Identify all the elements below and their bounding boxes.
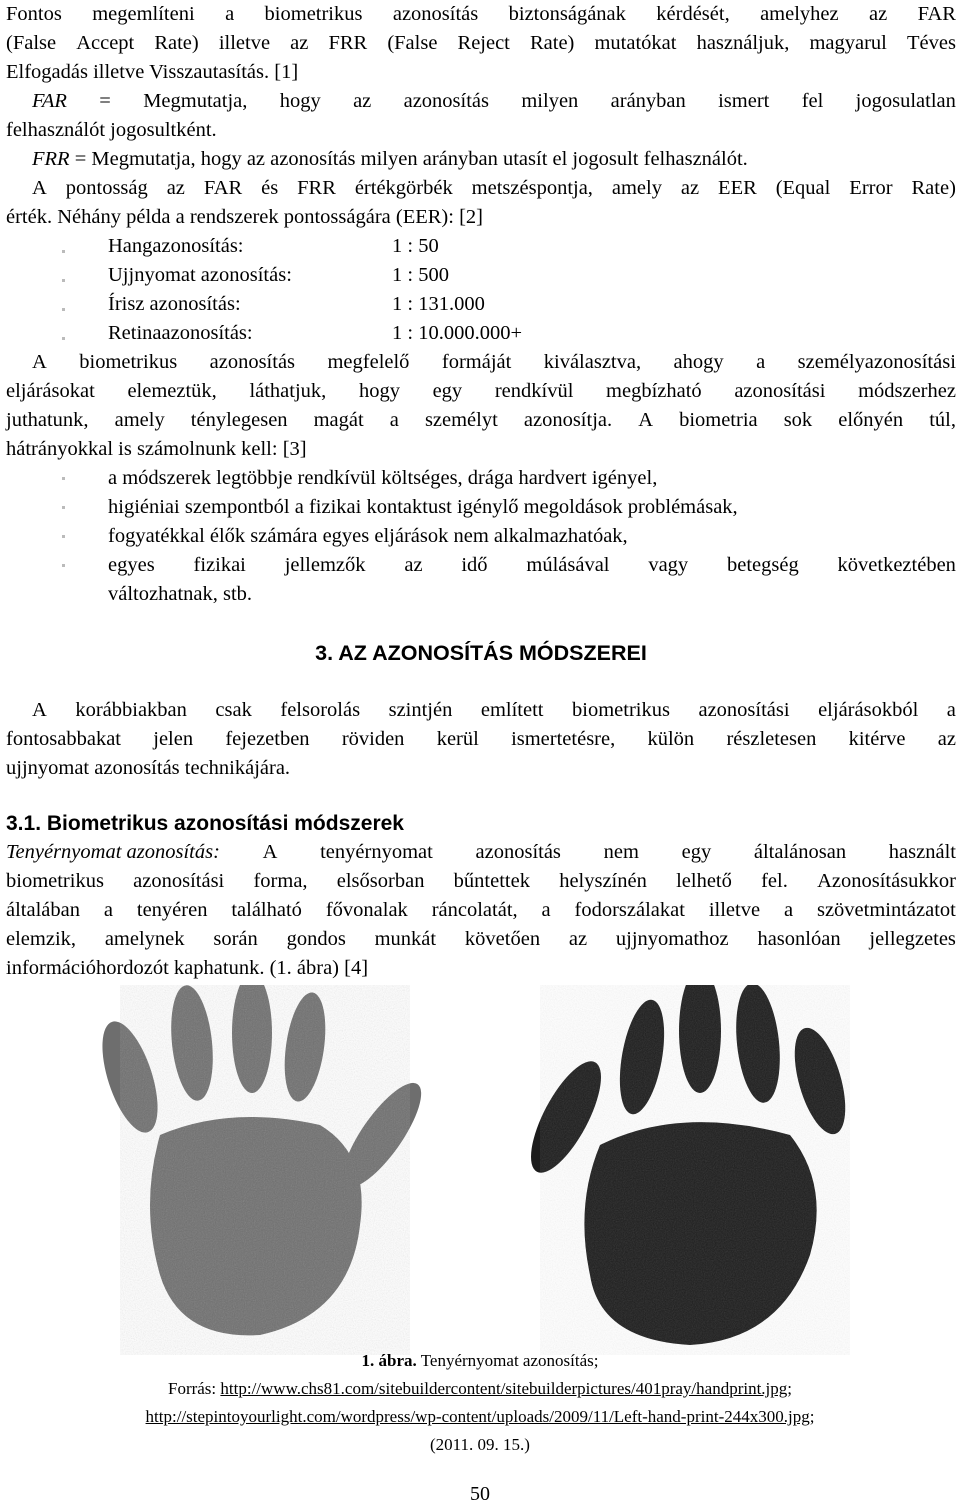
- caption-label: 1. ábra.: [361, 1351, 417, 1370]
- word: csak: [215, 699, 252, 721]
- word: illetve: [708, 899, 761, 921]
- word: elemeztük,: [127, 380, 217, 402]
- word: idő: [461, 554, 488, 576]
- word: korábbiakban: [75, 699, 187, 721]
- far-text: felhasználót jogosultként.: [6, 119, 217, 141]
- word: mutatókat: [594, 32, 677, 54]
- word: metszéspontja,: [471, 177, 593, 199]
- word: tenyérnyomat: [320, 841, 433, 863]
- far-line1: [6, 87, 956, 116]
- word: jogosulatlan: [855, 90, 956, 112]
- caption-date: (2011. 09. 15.): [430, 1435, 530, 1454]
- word: fővonalak: [325, 899, 408, 921]
- word: megbízható: [606, 380, 702, 402]
- word: milyen: [521, 90, 579, 112]
- word: Rate): [911, 177, 956, 199]
- word: és: [261, 177, 279, 199]
- word: rendkívül: [494, 380, 574, 402]
- example-label: Hangazonosítás:: [108, 235, 244, 257]
- word: követően: [464, 928, 541, 950]
- caption-title-line: [0, 1347, 960, 1375]
- list-item: [6, 232, 956, 261]
- para3-line1: [6, 696, 956, 725]
- para3-text: ujjnyomat azonosítás technikájára.: [6, 757, 291, 779]
- bullet-dot-icon: [62, 506, 65, 509]
- word: a: [756, 351, 766, 373]
- word: ahogy: [673, 351, 724, 373]
- word: pontosság: [65, 177, 148, 199]
- word: módszerhez: [858, 380, 956, 402]
- para4-line3: [6, 896, 956, 925]
- para3-line2: [6, 725, 956, 754]
- word: Téves: [906, 32, 956, 54]
- word: következtében: [837, 554, 956, 576]
- word: Megmutatja,: [143, 90, 248, 112]
- para4-text: információhordozót kaphatunk. (1. ábra) [4]: [6, 957, 369, 979]
- drawback-text: fogyatékkal élők számára egyes eljárások nem alkalmazhatóak,: [108, 525, 628, 547]
- bullet-dot-icon: [62, 250, 65, 253]
- bullet-dot-icon: [62, 337, 65, 340]
- word: (False: [6, 32, 57, 54]
- word: fel.: [761, 870, 788, 892]
- word: Azonosításukkor: [817, 870, 956, 892]
- word: biztonságának: [508, 3, 626, 25]
- example-value: 1 : 10.000.000+: [392, 322, 523, 344]
- example-label: Írisz azonosítás:: [108, 293, 241, 315]
- word: hasonlóan: [757, 928, 841, 950]
- word: használjuk,: [696, 32, 790, 54]
- bullet-dot-icon: [62, 308, 65, 311]
- word: azonosítási: [133, 870, 225, 892]
- word: eljárásokat: [6, 380, 95, 402]
- para1-text: Elfogadás illetve Visszautasítás. [1]: [6, 61, 299, 83]
- word: az: [937, 728, 956, 750]
- list-item: [6, 319, 956, 348]
- word: FAR: [203, 177, 243, 199]
- example-label: Retinaazonosítás:: [108, 322, 253, 344]
- word: hogy: [279, 90, 321, 112]
- word: felsorolás: [280, 699, 361, 721]
- word: magát: [313, 409, 364, 431]
- word: Accept: [76, 32, 135, 54]
- caption-source-prefix: Forrás:: [167, 1379, 221, 1398]
- para2-text: hátrányokkal is számolnunk kell: [3]: [6, 438, 307, 460]
- word: az: [166, 177, 185, 199]
- eer-text: érték. Néhány példa a rendszerek pontosságára (EER): [2]: [6, 206, 483, 228]
- word: az: [353, 90, 372, 112]
- word: kerül: [436, 728, 479, 750]
- word: Rate): [154, 32, 199, 54]
- word: A: [262, 841, 278, 863]
- word: ujjnyomathoz: [615, 928, 729, 950]
- word: betegség: [726, 554, 799, 576]
- figure-caption: [0, 1347, 960, 1459]
- word: azonosítás: [475, 841, 561, 863]
- word: jellegzetes: [869, 928, 956, 950]
- word: eljárásokból: [818, 699, 919, 721]
- para1-line2: [6, 29, 956, 58]
- word: egyes: [108, 554, 155, 576]
- word: (Equal: [775, 177, 831, 199]
- word: Fontos: [6, 3, 62, 25]
- word: jelen: [153, 728, 194, 750]
- word: biometrikus: [264, 3, 363, 25]
- word: fel: [801, 90, 824, 112]
- source-link-2[interactable]: http://stepintoyourlight.com/wordpress/wp-content/uploads/2009/11/Left-hand-print-244x300.jpg: [145, 1407, 810, 1426]
- word: A: [32, 177, 47, 199]
- frr-text: = Megmutatja, hogy az azonosítás milyen arányban utasít el jogosult felhasználót.: [69, 148, 748, 170]
- page-number: 50: [470, 1483, 490, 1505]
- frr-line: [6, 145, 956, 174]
- word: bűntettek: [453, 870, 530, 892]
- word: illetve: [218, 32, 271, 54]
- word: a: [389, 409, 399, 431]
- para4-line2: [6, 867, 956, 896]
- eer-line2: [6, 203, 956, 232]
- word: a: [541, 899, 551, 921]
- word: FAR: [917, 3, 956, 25]
- word: sok: [783, 409, 813, 431]
- word: arányban: [610, 90, 686, 112]
- caption-source-line: [0, 1375, 960, 1403]
- bullet-dot-icon: [62, 477, 65, 480]
- bullet-dot-icon: [62, 535, 65, 538]
- word: kérdését,: [656, 3, 730, 25]
- word: fizikai: [193, 554, 246, 576]
- word: szintjén: [388, 699, 453, 721]
- word: jellemzők: [284, 554, 366, 576]
- word: fontosabbakat: [6, 728, 121, 750]
- para3-line3: [6, 754, 956, 783]
- word: ismert: [718, 90, 770, 112]
- word: A: [32, 699, 47, 721]
- word: forma,: [253, 870, 308, 892]
- list-item: [6, 464, 956, 493]
- word: (False: [387, 32, 438, 54]
- word: röviden: [341, 728, 405, 750]
- word: kiválasztva,: [543, 351, 642, 373]
- word: azonosítja.: [523, 409, 613, 431]
- document-page: [6, 0, 956, 983]
- para2-line4: [6, 435, 956, 464]
- word: amelynek: [104, 928, 185, 950]
- word: személyazonosítási: [797, 351, 956, 373]
- word: A: [32, 351, 47, 373]
- word: ráncolatát,: [431, 899, 518, 921]
- word: biometria: [679, 409, 758, 431]
- word: ténylegesen: [190, 409, 288, 431]
- word: részletesen: [726, 728, 817, 750]
- drawback-text: változhatnak, stb.: [108, 583, 253, 605]
- word: általánosan: [753, 841, 847, 863]
- word: hogy: [358, 380, 400, 402]
- para1-line1: [6, 0, 956, 29]
- drawback-text: a módszerek legtöbbje rendkívül költséges, drága hardvert igényel,: [108, 467, 658, 489]
- word: FRR: [328, 32, 368, 54]
- example-value: 1 : 500: [392, 264, 449, 286]
- word: tenyéren: [136, 899, 208, 921]
- word: A: [638, 409, 653, 431]
- word: azonosítási: [698, 699, 790, 721]
- word: a: [103, 899, 113, 921]
- word: az: [568, 928, 588, 950]
- word: az: [404, 554, 423, 576]
- caption-separator: ;: [809, 1407, 815, 1426]
- word: személyt: [424, 409, 498, 431]
- word: juthatunk,: [6, 409, 89, 431]
- right-handprint-image: [517, 985, 855, 1355]
- frr-term: FRR: [32, 148, 70, 170]
- para4-line1: [6, 838, 956, 867]
- word: lelhető: [676, 870, 732, 892]
- para2-line2: [6, 377, 956, 406]
- far-line2: [6, 116, 956, 145]
- caption-title: Tenyérnyomat azonosítás;: [416, 1351, 599, 1370]
- handprint-figure: [0, 985, 960, 1355]
- eer-examples-list: [6, 232, 956, 348]
- word: az: [869, 3, 888, 25]
- word: egy: [681, 841, 712, 863]
- word: során: [213, 928, 258, 950]
- word: biometrikus: [6, 870, 104, 892]
- word: az: [680, 177, 700, 199]
- word: megemlíteni: [92, 3, 195, 25]
- drawbacks-list: [6, 464, 956, 609]
- word: biometrikus: [79, 351, 178, 373]
- word: található: [231, 899, 302, 921]
- eer-line1: [6, 174, 956, 203]
- list-item: [6, 522, 956, 551]
- para1-line3: [6, 58, 956, 87]
- list-item: [6, 290, 956, 319]
- word: Reject: [457, 32, 510, 54]
- word: amely: [611, 177, 662, 199]
- section-title: 3. AZ AZONOSÍTÁS MÓDSZEREI: [315, 641, 647, 665]
- far-term: FAR: [32, 90, 67, 112]
- example-label: Ujjnyomat azonosítás:: [108, 264, 292, 286]
- para2-line1: [6, 348, 956, 377]
- word: munkát: [374, 928, 437, 950]
- example-value: 1 : 50: [392, 235, 439, 257]
- word: azonosítás: [392, 3, 479, 25]
- caption-separator: ;: [787, 1379, 793, 1398]
- word: amelyhez: [760, 3, 839, 25]
- caption-source-line-2: [0, 1403, 960, 1431]
- word: gondos: [286, 928, 346, 950]
- word: fodorszálakat: [574, 899, 685, 921]
- drawback4-line2: [6, 580, 956, 609]
- word: azonosítás: [209, 351, 296, 373]
- word: értékgörbék: [354, 177, 453, 199]
- word: amely: [114, 409, 165, 431]
- word: Error: [849, 177, 893, 199]
- word: megfelelő: [327, 351, 410, 373]
- word: helyszínén: [559, 870, 647, 892]
- word: biometrikus: [572, 699, 670, 721]
- list-item: [6, 551, 956, 609]
- list-item: [6, 493, 956, 522]
- word: kitérve: [848, 728, 906, 750]
- list-item: [6, 261, 956, 290]
- word: =: [99, 90, 111, 112]
- word: nem: [603, 841, 639, 863]
- palmprint-lead: Tenyérnyomat azonosítás:: [6, 841, 220, 863]
- word: egy: [432, 380, 463, 402]
- word: az: [290, 32, 309, 54]
- word: Rate): [529, 32, 575, 54]
- word: EER: [718, 177, 757, 199]
- para4-line4: [6, 925, 956, 954]
- word: FRR: [297, 177, 336, 199]
- word: múlásával: [526, 554, 610, 576]
- word: azonosítás: [403, 90, 490, 112]
- word: fejezetben: [225, 728, 310, 750]
- drawback4-line1: [6, 551, 956, 580]
- left-handprint-image: [91, 985, 434, 1355]
- word: általában: [6, 899, 80, 921]
- word: a: [946, 699, 956, 721]
- word: ismertetésre,: [511, 728, 616, 750]
- example-value: 1 : 131.000: [392, 293, 485, 315]
- word: előnyén: [838, 409, 904, 431]
- drawback-text: higiéniai szempontból a fizikai kontaktust igénylő megoldások problémásak,: [108, 496, 738, 518]
- word: szövetmintázatot: [816, 899, 956, 921]
- word: használt: [888, 841, 956, 863]
- para4-line5: [6, 954, 956, 983]
- bullet-dot-icon: [62, 564, 65, 567]
- word: magyarul: [809, 32, 887, 54]
- word: külön: [647, 728, 695, 750]
- word: vagy: [648, 554, 689, 576]
- word: elemzik,: [6, 928, 77, 950]
- word: a: [225, 3, 235, 25]
- word: elsősorban: [336, 870, 425, 892]
- word: túl,: [929, 409, 956, 431]
- word: formáját: [441, 351, 512, 373]
- para2-line3: [6, 406, 956, 435]
- subsection-title: 3.1. Biometrikus azonosítási módszerek: [6, 812, 404, 835]
- word: láthatjuk,: [249, 380, 327, 402]
- word: azonosítási: [734, 380, 826, 402]
- word: említett: [480, 699, 544, 721]
- bullet-dot-icon: [62, 279, 65, 282]
- source-link-1[interactable]: http://www.chs81.com/sitebuildercontent/sitebuilderpictures/401pray/handprint.jpg: [220, 1379, 788, 1398]
- word: a: [783, 899, 794, 921]
